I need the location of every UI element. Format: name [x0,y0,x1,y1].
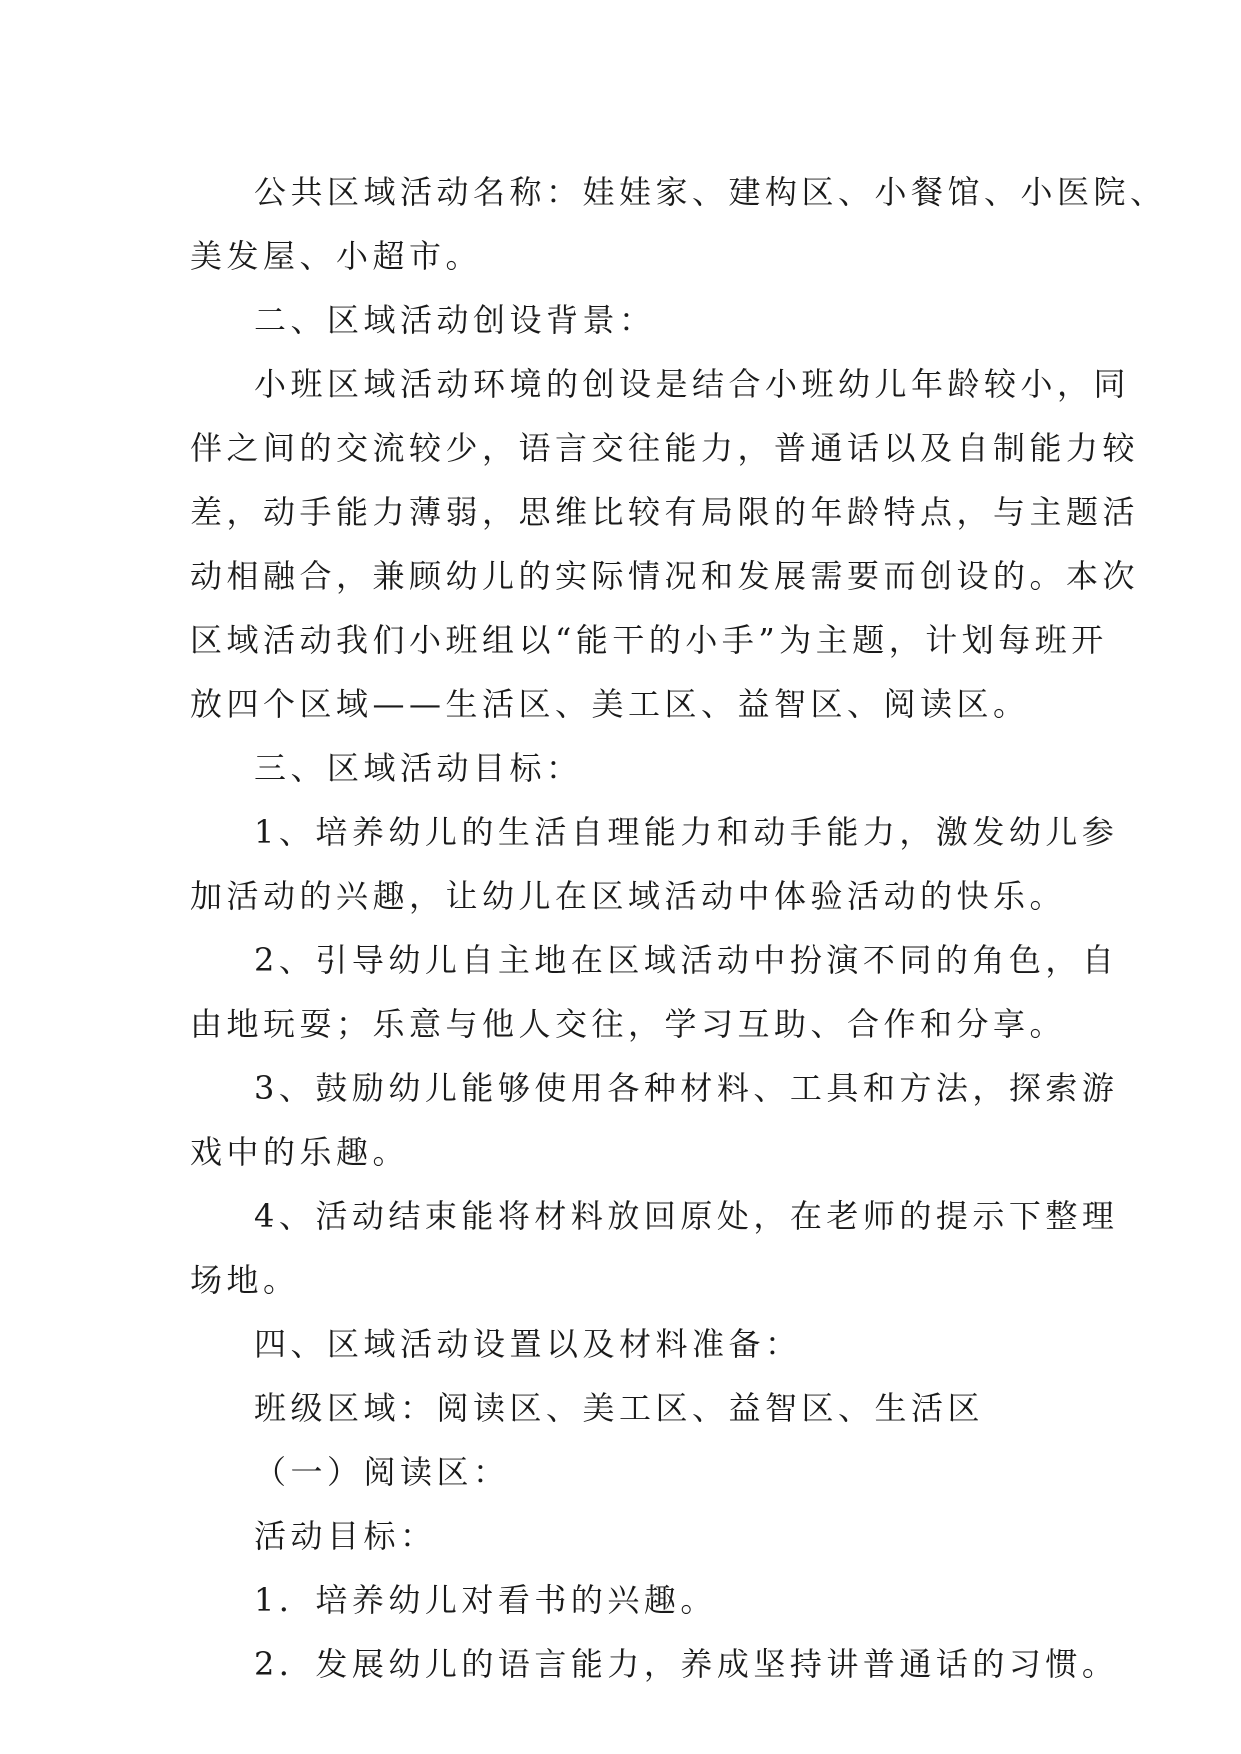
paragraph-background-cont: 动相融合，兼顾幼儿的实际情况和发展需要而创设的。本次 [190,557,1140,595]
goal-item-1: 1、培养幼儿的生活自理能力和动手能力，激发幼儿参 [254,813,1119,851]
paragraph-background-cont: 放四个区域——生活区、美工区、益智区、阅读区。 [190,685,1030,723]
paragraph-public-areas-cont: 美发屋、小超市。 [190,237,483,275]
paragraph-public-areas: 公共区域活动名称：娃娃家、建构区、小餐馆、小医院、 [254,173,1167,211]
paragraph-class-areas: 班级区域：阅读区、美工区、益智区、生活区 [254,1389,985,1427]
goal-item-4: 4、活动结束能将材料放回原处，在老师的提示下整理 [254,1197,1119,1235]
goal-item-3: 3、鼓励幼儿能够使用各种材料、工具和方法，探索游 [254,1069,1119,1107]
paragraph-background: 小班区域活动环境的创设是结合小班幼儿年龄较小，同 [254,365,1131,403]
document-body [190,160,1167,1696]
reading-goal-1: 1．培养幼儿对看书的兴趣。 [254,1581,717,1619]
goal-item-2: 2、引导幼儿自主地在区域活动中扮演不同的角色，自 [254,941,1119,979]
label-activity-goals: 活动目标： [254,1517,437,1555]
paragraph-background-cont: 区域活动我们小班组以“能干的小手”为主题，计划每班开 [190,621,1108,659]
subsection-heading-reading: （一）阅读区： [254,1453,510,1491]
section-heading-goals: 三、区域活动目标： [254,749,583,787]
paragraph-background-cont: 伴之间的交流较少，语言交往能力，普通话以及自制能力较 [190,429,1140,467]
paragraph-background-cont: 差，动手能力薄弱，思维比较有局限的年龄特点，与主题活 [190,493,1140,531]
section-heading-background: 二、区域活动创设背景： [254,301,656,339]
section-heading-setup: 四、区域活动设置以及材料准备： [254,1325,802,1363]
goal-item-2-cont: 由地玩耍；乐意与他人交往，学习互助、合作和分享。 [190,1005,1067,1043]
goal-item-3-cont: 戏中的乐趣。 [190,1133,410,1171]
reading-goal-2: 2．发展幼儿的语言能力，养成坚持讲普通话的习惯。 [254,1645,1119,1683]
goal-item-1-cont: 加活动的兴趣，让幼儿在区域活动中体验活动的快乐。 [190,877,1067,915]
goal-item-4-cont: 场地。 [190,1261,300,1299]
